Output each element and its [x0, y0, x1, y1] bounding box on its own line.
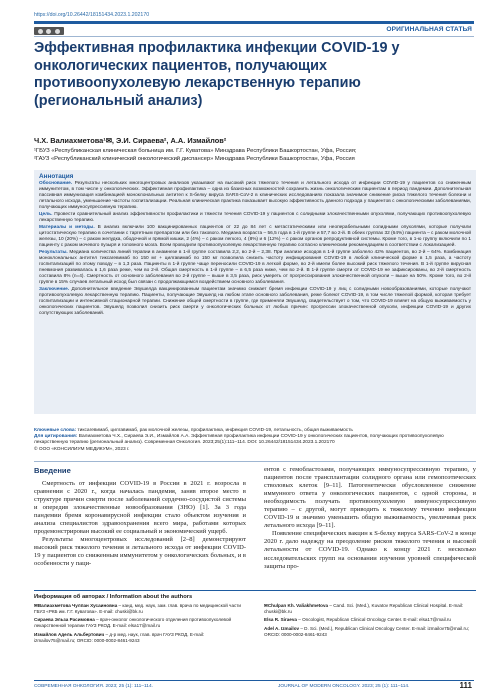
abstract-results: Результаты. Медиана количества линий терапии в анамнезе в 1-й группе составила 2,2, во 2-й – 2,38. При анализе исходов в 1-й группе заболело 42% пациентов, во 2-й – 64%. Комбинация моноклональных антител тиксагевимаб по 150 мг + цилгавимаб по 150 мг позволила снизить частоту инфицирования COVID-19 в любой клинической форме в 1,5 раза, а частоту госпитализаций по этому поводу – в 1,3 раза. Пациенты в 1-й группе чаще переносили COVID-19 в легкой форме, во 2-й имели более высокий риск тяжелого течения. В 1-й группе вирусная пневмония развивалась в 1,6 раза реже, чем во 2-й. Общая смертность в 1-й группе – в 6,5 раза ниже, чем во 2-й. В 1-й группе смерти от COVID-19 не зафиксированы, во 2-й смертность составила 8% (n=4). Смертность от основного заболевания во 2-й группе – выше в 3,5 раза, риск умереть от прогрессирования злокачественной опухоли – выше на 50%. Кроме того, во 2-й группе в 15% случаев летальный исход был связан с продолжающимся воздействием основного заболевания.: [39, 249, 471, 285]
paragraph: ентов с гемобластозами, получающих иммуносупрессивную терапию, у пациентов после трансплантации солидного органа или гемопоэтических стволовых клеток [9–11]. Патогенетически обусловленное снижение иммунного ответа у онкологических пациентов, с одной стороны, и необходимость получать противоопухолевую иммуносупрессивную терапию – с другой, могут приводить к тяжелому течению инфекции COVID-19 и значимо уменьшить общую выживаемость, увеличивая риск летального исхода [9–11].: [264, 466, 476, 530]
top-rule: [34, 21, 474, 24]
author-entry: ✉Chulpan Kh. Valiakhmetova – Cand. Sci. (Med.), Kuvatov Republican Clinical Hospital. E-mail: chuski@bk.ru: [264, 603, 464, 614]
article-type: ОРИГИНАЛЬНАЯ СТАТЬЯ: [386, 26, 472, 33]
authors-info-english: [264, 603, 476, 641]
footer-rule: [34, 680, 474, 681]
footer-journal-ru: СОВРЕМЕННАЯ ОНКОЛОГИЯ. 2023; 25 (1): 111–114.: [34, 684, 153, 689]
author-entry: Elsa R. Siraeva – Oncologist, Republican Clinical Oncology Center. E-mail: elsa17@mail.ru: [264, 617, 451, 623]
abstract-heading: Аннотация: [39, 173, 74, 180]
abstract-aim: Цель. Провести сравнительный анализ эффективности профилактики и тяжести течения COVID-19 у пациентов с солидными злокачественными опухолями, получающих противоопухолевую лекарственную терапию.: [39, 211, 471, 224]
paragraph: Появление специфических вакцин к S-белку вируса SARS-CoV-2 в конце 2020 г. дало надежду на преодоление рисков тяжелого течения и высокой летальности от COVID-19. Однако к концу 2021 г. несколько исследовательских групп на основании изучения уровней специфической защиты про-: [264, 530, 476, 570]
copyright: © ООО «КОНСИЛИУМ МЕДИКУМ», 2023 г.: [34, 446, 130, 452]
authors-info-box: [34, 590, 476, 674]
authors: Ч.Х. Валиахметова¹✉, Э.И. Сираева², А.А. Измайлов²: [34, 136, 227, 145]
paragraph: Результаты многоцентровых исследований [2–8] демонстрируют высокий риск тяжелого течения и летального исхода от инфекции COVID-19 у пациентов со сниженным иммунитетом у онкологических больных, и в особенности у паци-: [34, 536, 246, 568]
doi-link[interactable]: https://doi.org/10.26442/18151434.2023.1.202170: [34, 12, 150, 18]
introduction-heading: Введение: [34, 466, 71, 475]
author-entry: ✉Валиахметова Чулпан Хусаиновна – канд. мед. наук, зам. глав. врача по медицинской части ГБУЗ «РКБ им. Г.Г. Куватова». E-mail: chuski@bk.ru: [34, 603, 241, 614]
paragraph: Смертность от инфекции COVID-19 в России в 2021 г. возросла в сравнении с 2020 г., когда началась пандемия, заняв второе место в структуре причин смерти после заболеваний сердечно-сосудистой системы и опередив злокачественные новообразования (ЗНО) [1]. За 3 года пандемии бремя коронавирусной инфекции стало объектом изучения и анализа специалистов здравоохранения всего мира, работами которых продемонстрирован высокий ее социальный и экономический ущерб.: [34, 480, 246, 536]
body-column-right: [264, 466, 476, 571]
affiliation-1: ¹ГБУЗ «Республиканская клиническая больница им. Г.Г. Куватова» Минздрава Республики Башкортостан, Уфа, Россия;: [34, 148, 357, 154]
authors-info-russian: [34, 603, 246, 646]
abstract-conclusion: Заключение. Дополнительное введение Эвушелда вакцинированным пациентам значимо снижает бремя инфекции COVID-19 у лиц с солидными новообразованиями, которые получают противоопухолевую лекарственную терапию. Пациенты, получающие Эвушелд на любом этапе основного заболевания, реже болеют COVID-19, в том числе тяжелой формой, которая требует госпитализации и интенсивной стационарной терапии. Снижение общей смертности в группе, где применяли Эвушелд, свидетельствует о том, что COVID-19 влияет на общую выживаемость у онкологических пациентов. Эвушелд позволил снизить риск смерти у онкологических больных от любых причин: прогрессии злокачественной опухоли, инфекции COVID-19 и других сопутствующих заболеваний.: [39, 286, 471, 316]
divider: [34, 461, 476, 462]
divider: [34, 36, 474, 37]
abstract-box: [34, 170, 476, 414]
authors-info-heading: Информация об авторах / Information about the authors: [34, 594, 193, 600]
article-title: Эффективная профилактика инфекции COVID-19 у онкологических пациентов, получающих противоопухолевую лекарственную терапию (региональный анализ): [34, 40, 400, 109]
author-entry: Adel A. Izmailov – D. Sci. (Med.), Republican Clinical Oncology Center. E-mail: izmailov75@mail.ru; ORCID: 0000-0002-8461-9243: [264, 626, 469, 637]
cc-license-icon: [34, 27, 64, 35]
keywords-citation-block: [34, 428, 476, 453]
keywords: Ключевые слова: тиксагевимаб, цилгавимаб, рак молочной железы, профилактика, инфекция COVID-19, летальность, общая выживаемость: [34, 428, 353, 433]
page-number: 111: [459, 681, 472, 690]
affiliation-2: ²ГАУЗ «Республиканский клинический онкологический диспансер» Минздрава Республики Башкортостан, Уфа, Россия: [34, 156, 355, 162]
abstract-methods: Материалы и методы. В анализ включили 100 вакцинированных пациентов от 22 до 84 лет с метастатическими или неоперабельными солидными опухолями, которые получали цитостатическую терапию в сочетании с таргетным препаратом или без такового. Медиана возраста – 56,5 года в 1-й группе и 57,7 во 2-й. В обеих группах 32 (64%) пациента – с раком молочной железы, 10 (20%) – с раком желудка, ободочной и прямой кишки, 2 (4%) – с раком легкого, 4 (8%) и 6 (12%) – с раком органов репродуктивной системы. Кроме того, в 1-ю группу включили по 1 пациенту с раком мочевого пузыря и головного мозга. Всем проводили противоопухолевую лекарственную терапию согласно клиническим рекомендациям в соответствии с локализацией.: [39, 224, 471, 248]
author-entry: Сираева Эльза Расимовна – врач-онколог онкологического отделения противоопухолевой лекарственной терапии ГАУЗ РКОД. E-mail: elsa17@mail.ru: [34, 617, 232, 629]
author-entry: Измайлов Адель Альбертович – д-р мед. наук, глав. врач ГАУЗ РКОД. E-mail: izmailov75@mail.ru; ORCID: 0000-0002-8461-9243: [34, 631, 205, 643]
citation: Для цитирования: Валиахметова Ч.Х., Сираева Э.И., Измайлов А.А. Эффективная профилактика инфекции COVID-19 у онкологических пациентов, получающих противоопухолевую лекарственную терапию (региональный анализ). Современная Онкология. 2023;25(1):111–114. DOI: 10.26442/18151434.2023.1.202170: [34, 434, 444, 446]
footer-journal-en: JOURNAL OF MODERN ONCOLOGY. 2023; 25 (1): 111–114.: [278, 684, 410, 689]
body-column-left: [34, 480, 246, 569]
abstract-background: Обоснование. Результаты нескольких многоцентровых анализов указывают на высокий риск тяжелого течения и летального исхода от инфекции COVID-19 у пациентов со сниженным иммунитетом, в том числе у онкологических. Эффективная профилактика – одна из базисных возможностей сохранить жизнь онкологическим пациентам в период пандемии. Дополнительная пассивная иммунизация комбинацией моноклональных антител к S-белку вируса SARS-CoV-2 в клинических исследованиях показала значимое снижение риска тяжелого течения болезни и летального исхода, уменьшение частоты госпитализации. Реальная клиническая практика показывает высокую эффективность данного подхода у пациентов с онкологическими заболеваниями, получающих иммуносупрессивную терапию.: [39, 181, 471, 211]
